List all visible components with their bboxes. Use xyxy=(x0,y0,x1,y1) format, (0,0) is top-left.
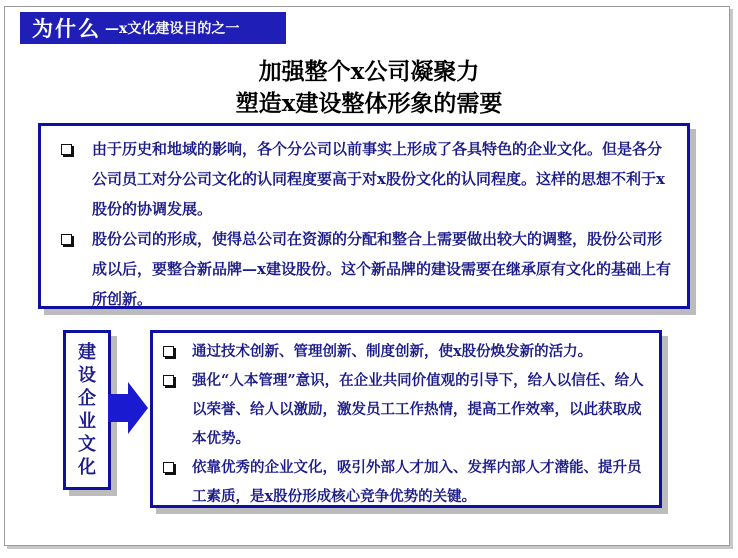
bullet-text: 由于历史和地域的影响，各个分公司以前事实上形成了各具特色的企业文化。但是各分公司员工对分公司文化的认同程度要高于对x股份文化的认同程度。这样的思想不利于x股份的协调发展。 xyxy=(92,140,665,218)
label-char: 业 xyxy=(78,411,96,432)
right-arrow-icon xyxy=(108,382,150,434)
header-title: 为什么 xyxy=(32,16,101,41)
label-char: 文 xyxy=(78,434,96,455)
top-box xyxy=(38,123,690,309)
main-title-line2: 塑造x建设整体形象的需要 xyxy=(235,90,503,117)
checkbox-bullet-icon xyxy=(163,346,174,357)
bottom-box xyxy=(150,330,662,508)
main-title-line1: 加强整个x公司凝聚力 xyxy=(258,58,480,85)
bullet-text: 依靠优秀的企业文化，吸引外部人才加入、发挥内部人才潜能、提升员工素质，是x股份形成核心竞争优势的关键。 xyxy=(192,459,642,505)
vertical-label xyxy=(63,330,111,490)
list-item xyxy=(163,453,647,511)
label-char: 设 xyxy=(78,365,96,386)
bullet-text: 股份公司的形成，使得总公司在资源的分配和整合上需要做出较大的调整，股份公司形成以后，要整合新品牌—x建设股份。这个新品牌的建设需要在继承原有文化的基础上有所创新。 xyxy=(92,230,671,308)
bullet-text: 强化“人本管理”意识，在企业共同价值观的引导下，给人以信任、给人以荣誉、给人以激励，激发员工工作热情，提高工作效率，以此获取成本优势。 xyxy=(192,372,644,447)
label-char: 建 xyxy=(78,342,96,363)
checkbox-bullet-icon xyxy=(163,375,174,386)
list-item xyxy=(163,337,647,366)
checkbox-bullet-icon xyxy=(61,234,72,245)
checkbox-bullet-icon xyxy=(163,462,174,473)
label-char: 企 xyxy=(78,388,96,409)
bullet-text: 通过技术创新、管理创新、制度创新，使x股份焕发新的活力。 xyxy=(192,343,593,360)
list-item xyxy=(61,224,673,314)
bottom-bullet-list xyxy=(163,337,647,511)
top-bullet-list xyxy=(61,134,673,314)
checkbox-bullet-icon xyxy=(61,144,72,155)
header-bar xyxy=(20,12,286,44)
list-item xyxy=(163,366,647,453)
label-char: 化 xyxy=(78,457,96,478)
header-subtitle: —x文化建设目的之一 xyxy=(105,21,240,37)
list-item xyxy=(61,134,673,224)
